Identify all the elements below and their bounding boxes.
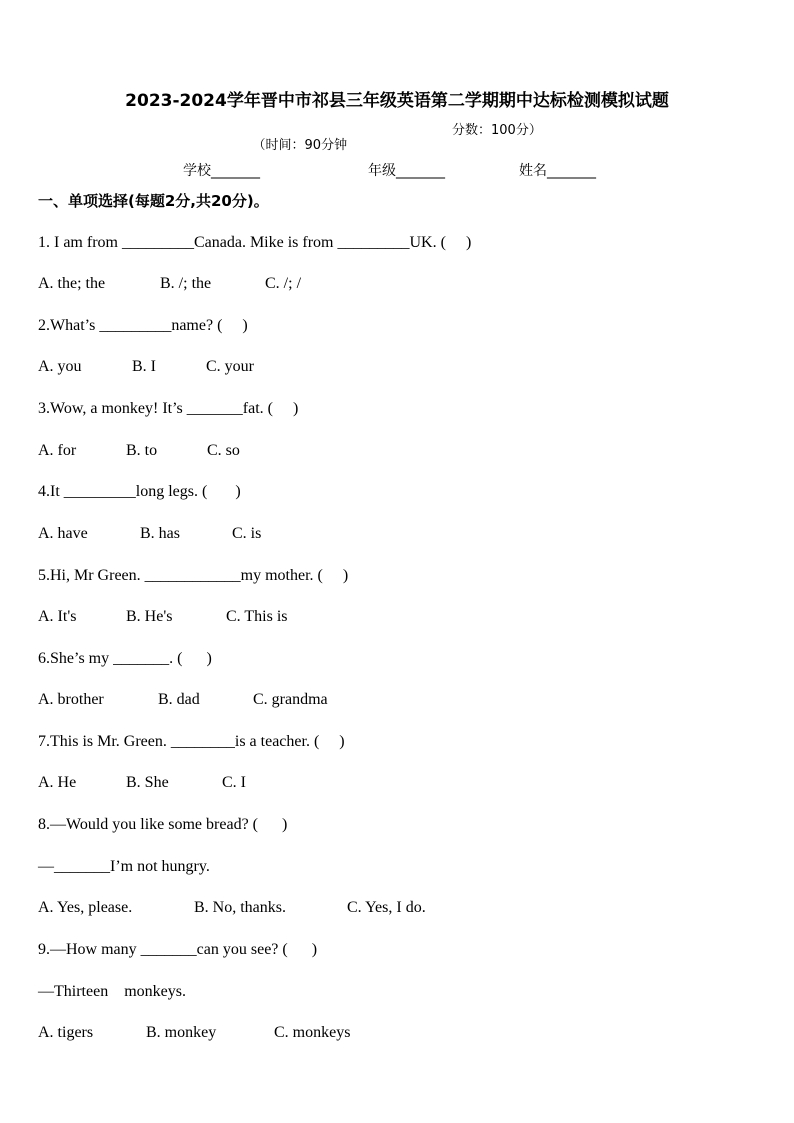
section-heading: 一、单项选择(每题2分,共20分)。 <box>38 192 269 210</box>
question-options <box>38 690 738 710</box>
question-options <box>38 1023 738 1043</box>
option-c[interactable]: C. Yes, I do. <box>347 899 426 916</box>
question-options <box>38 607 738 627</box>
option-b[interactable]: B. He's <box>126 608 173 625</box>
option-c[interactable]: C. /; / <box>265 275 302 292</box>
option-c[interactable]: C. monkeys <box>274 1024 351 1041</box>
option-b[interactable]: B. to <box>126 442 158 459</box>
option-a[interactable]: A. for <box>38 442 77 459</box>
option-c[interactable]: C. is <box>232 525 262 542</box>
school-field[interactable]: 学校_______ <box>183 163 260 179</box>
question-options <box>38 357 738 377</box>
option-b[interactable]: B. /; the <box>160 275 212 292</box>
option-a[interactable]: A. the; the <box>38 275 106 292</box>
option-b[interactable]: B. I <box>132 358 156 375</box>
option-c[interactable]: C. I <box>222 774 246 791</box>
option-a[interactable]: A. you <box>38 358 82 375</box>
question-options <box>38 898 738 918</box>
exam-time: （时间：90分钟 <box>252 138 348 153</box>
option-a[interactable]: A. He <box>38 774 77 791</box>
question-stem: 3.Wow, a monkey! It’s _______fat. ( ) <box>38 400 299 417</box>
dialogue-reply: —_______I’m not hungry. <box>38 858 210 875</box>
question-stem: 4.It _________long legs. ( ) <box>38 483 241 500</box>
option-c[interactable]: C. so <box>207 442 240 459</box>
question-options <box>38 524 738 544</box>
option-b[interactable]: B. has <box>140 525 180 542</box>
option-c[interactable]: C. your <box>206 358 254 375</box>
option-b[interactable]: B. monkey <box>146 1024 217 1041</box>
question-stem: 7.This is Mr. Green. ________is a teacher. ( ) <box>38 733 345 750</box>
option-a[interactable]: A. tigers <box>38 1024 94 1041</box>
student-info-fields <box>0 160 794 180</box>
question-stem: 9.—How many _______can you see? ( ) <box>38 941 318 958</box>
name-field[interactable]: 姓名_______ <box>519 163 596 179</box>
question-options <box>38 441 738 461</box>
exam-title: 2023-2024学年晋中市祁县三年级英语第二学期期中达标检测模拟试题 <box>125 91 669 111</box>
option-a[interactable]: A. It's <box>38 608 77 625</box>
question-stem: 2.What’s _________name? ( ) <box>38 317 248 334</box>
option-a[interactable]: A. have <box>38 525 88 542</box>
dialogue-reply: —Thirteen monkeys. <box>38 983 186 1000</box>
option-c[interactable]: C. grandma <box>253 691 328 708</box>
question-options <box>38 773 738 793</box>
option-a[interactable]: A. brother <box>38 691 104 708</box>
question-stem: 5.Hi, Mr Green. ____________my mother. ( ) <box>38 567 349 584</box>
exam-score: 分数：100分） <box>452 123 542 138</box>
option-a[interactable]: A. Yes, please. <box>38 899 133 916</box>
option-b[interactable]: B. She <box>126 774 169 791</box>
grade-field[interactable]: 年级_______ <box>368 163 445 179</box>
question-stem: 1. I am from _________Canada. Mike is from _________UK. ( ) <box>38 234 472 251</box>
option-b[interactable]: B. No, thanks. <box>194 899 286 916</box>
question-stem: 6.She’s my _______. ( ) <box>38 650 212 667</box>
option-b[interactable]: B. dad <box>158 691 200 708</box>
question-options <box>38 274 738 294</box>
question-stem: 8.—Would you like some bread? ( ) <box>38 816 288 833</box>
option-c[interactable]: C. This is <box>226 608 288 625</box>
